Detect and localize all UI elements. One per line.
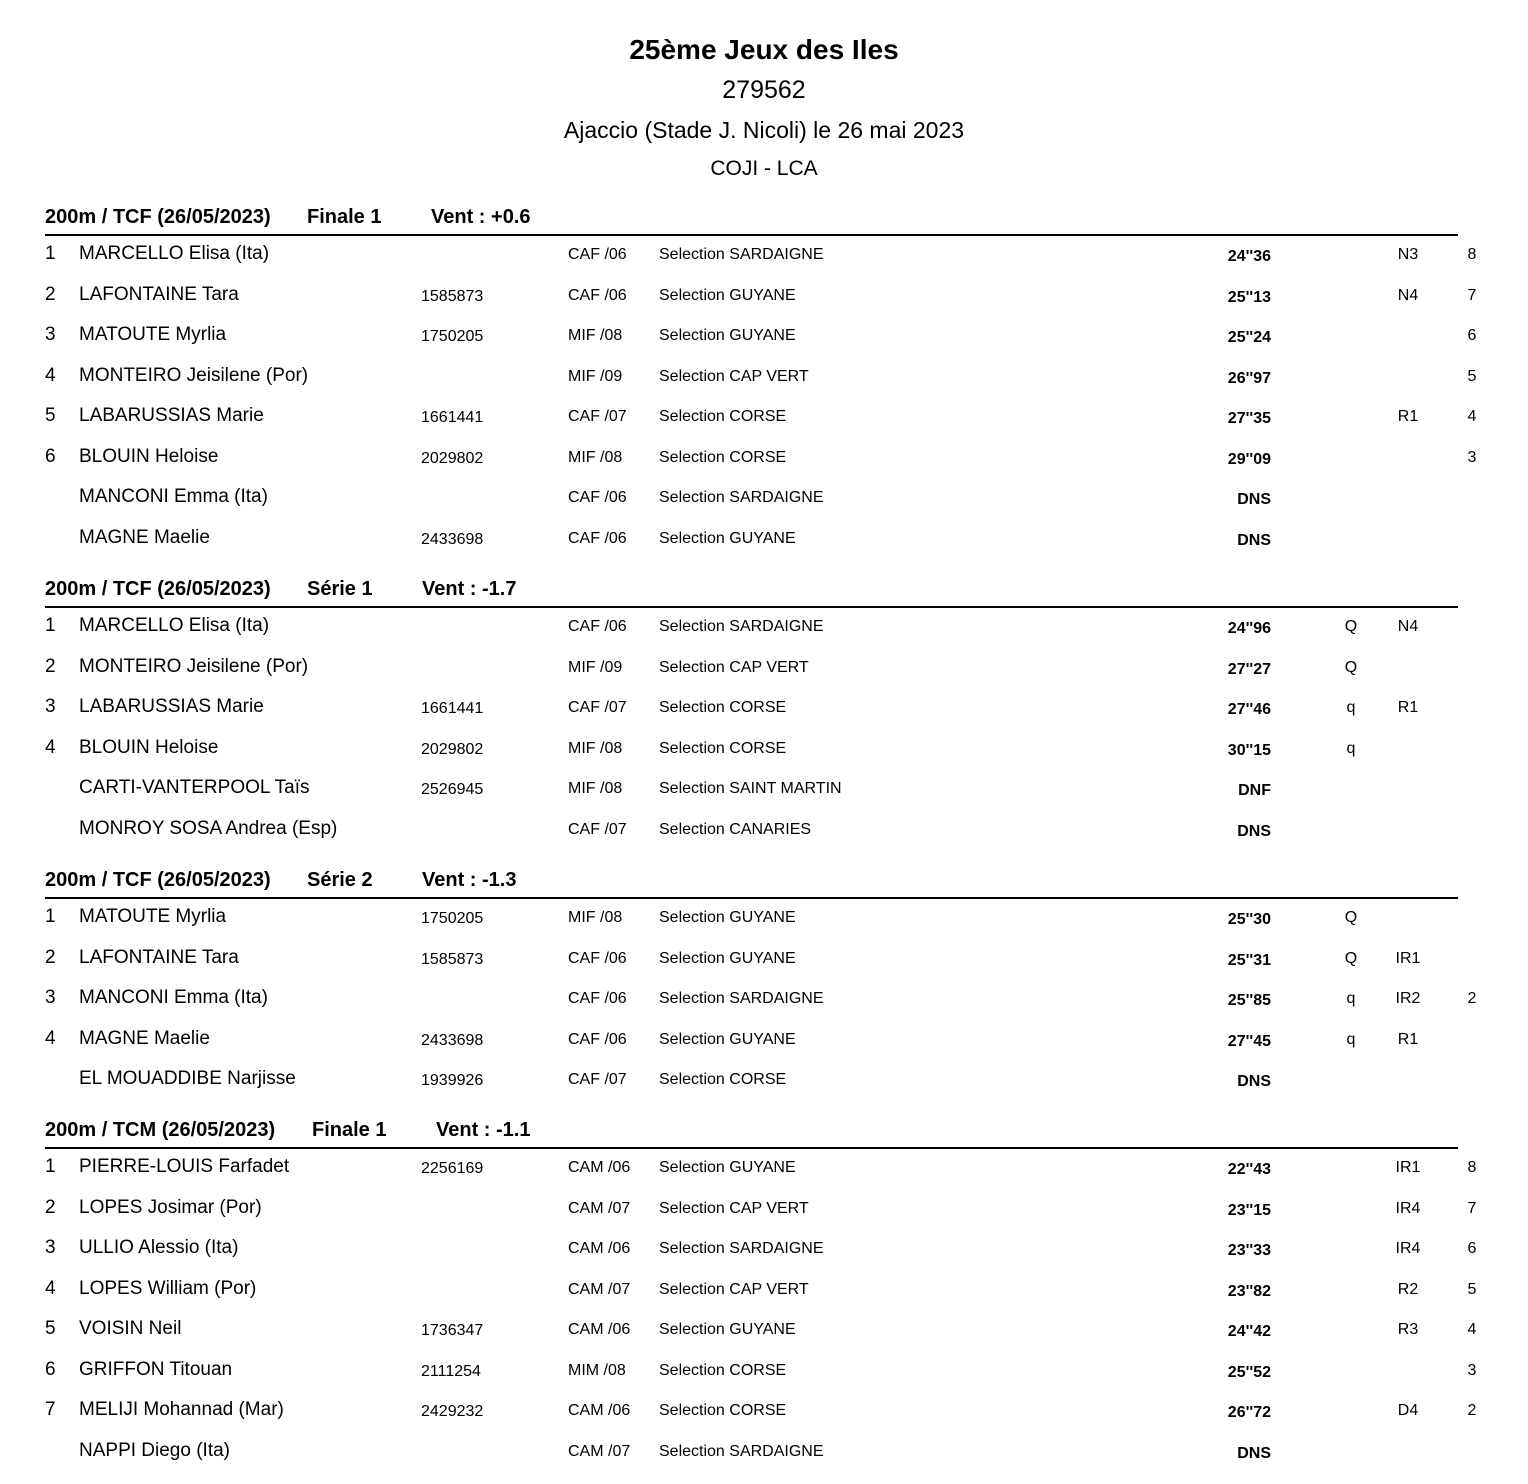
wind-reading: Vent : -1.7 bbox=[422, 578, 517, 600]
rank-cell: 1 bbox=[45, 906, 56, 927]
license-number: 2029802 bbox=[421, 740, 484, 758]
level: R1 bbox=[1397, 1030, 1419, 1048]
table-row bbox=[0, 483, 1528, 523]
category: MIF /09 bbox=[568, 658, 623, 676]
club-name: Selection GUYANE bbox=[659, 949, 796, 967]
event-name: 200m / TCF (26/05/2023) bbox=[45, 206, 271, 228]
club-name: Selection SARDAIGNE bbox=[659, 489, 824, 506]
athlete-name: MONTEIRO Jeisilene (Por) bbox=[79, 655, 309, 677]
table-row bbox=[0, 281, 1528, 321]
points: 6 bbox=[1467, 327, 1477, 344]
license-number: 1750205 bbox=[421, 910, 484, 927]
level: IR4 bbox=[1395, 1240, 1421, 1257]
performance: DNS bbox=[1237, 491, 1271, 508]
club-name: Selection CAP VERT bbox=[659, 658, 809, 676]
performance: 23''33 bbox=[1227, 1242, 1271, 1259]
club-name: Selection CORSE bbox=[659, 699, 787, 716]
table-row bbox=[0, 653, 1528, 693]
rank-cell: 2 bbox=[45, 655, 56, 677]
performance: 27''45 bbox=[1227, 1032, 1271, 1050]
category: CAF /06 bbox=[568, 990, 627, 1007]
athlete-name: LABARUSSIAS Marie bbox=[79, 696, 264, 717]
qualification: Q bbox=[1344, 618, 1358, 635]
points: 5 bbox=[1467, 1280, 1477, 1298]
event-name: 200m / TCF (26/05/2023) bbox=[45, 578, 271, 600]
license-number: 1939926 bbox=[421, 1072, 484, 1089]
performance: 23''82 bbox=[1227, 1282, 1271, 1300]
athlete-name: VOISIN Neil bbox=[79, 1318, 182, 1339]
level: IR2 bbox=[1395, 990, 1421, 1007]
table-row bbox=[0, 1315, 1528, 1355]
athlete-name: LOPES Josimar (Por) bbox=[79, 1196, 262, 1218]
performance: 24''96 bbox=[1227, 620, 1271, 637]
rank-cell: 4 bbox=[45, 736, 56, 758]
license-number: 1585873 bbox=[421, 287, 484, 305]
qualification: q bbox=[1346, 1030, 1356, 1048]
athlete-name: EL MOUADDIBE Narjisse bbox=[79, 1068, 296, 1089]
rank-cell: 1 bbox=[45, 243, 56, 264]
rank-cell: 6 bbox=[45, 445, 56, 467]
round-name: Série 2 bbox=[307, 869, 373, 891]
table-row bbox=[0, 693, 1528, 733]
points: 7 bbox=[1467, 1199, 1477, 1217]
level: R3 bbox=[1397, 1321, 1419, 1338]
performance: 25''30 bbox=[1227, 911, 1271, 928]
rank-cell: 7 bbox=[45, 1399, 56, 1420]
category: CAF /06 bbox=[568, 529, 627, 547]
rank-cell: 4 bbox=[45, 364, 56, 386]
wind-reading: Vent : -1.3 bbox=[422, 869, 517, 891]
round-name: Finale 1 bbox=[307, 206, 382, 228]
rank-cell: 4 bbox=[45, 1027, 56, 1049]
table-row bbox=[0, 815, 1528, 855]
event-name: 200m / TCM (26/05/2023) bbox=[45, 1119, 276, 1141]
category: CAF /07 bbox=[568, 820, 627, 838]
rank-cell: 5 bbox=[45, 405, 56, 426]
table-row bbox=[0, 1356, 1528, 1396]
license-number: 1750205 bbox=[421, 328, 484, 345]
level: N3 bbox=[1397, 246, 1419, 263]
section-header bbox=[45, 869, 1458, 899]
points: 5 bbox=[1467, 367, 1477, 385]
category: CAF /06 bbox=[568, 949, 627, 967]
points: 8 bbox=[1467, 246, 1477, 263]
points: 7 bbox=[1467, 286, 1477, 304]
points: 8 bbox=[1467, 1159, 1477, 1176]
table-row bbox=[0, 402, 1528, 442]
club-name: Selection GUYANE bbox=[659, 1030, 796, 1048]
performance: 23''15 bbox=[1227, 1201, 1271, 1219]
table-row bbox=[0, 734, 1528, 774]
table-row bbox=[0, 1025, 1528, 1065]
level: N4 bbox=[1397, 618, 1419, 635]
table-row bbox=[0, 1396, 1528, 1436]
category: MIF /08 bbox=[568, 739, 623, 757]
table-row bbox=[0, 1437, 1528, 1477]
club-name: Selection GUYANE bbox=[659, 1159, 796, 1176]
rank-cell: 2 bbox=[45, 946, 56, 968]
table-row bbox=[0, 240, 1528, 280]
license-number: 2433698 bbox=[421, 530, 484, 548]
category: MIF /09 bbox=[568, 367, 623, 385]
section-header bbox=[45, 1119, 1458, 1149]
organizer: COJI - LCA bbox=[710, 157, 818, 180]
athlete-name: MONROY SOSA Andrea (Esp) bbox=[79, 817, 338, 839]
performance: 25''85 bbox=[1227, 992, 1271, 1009]
club-name: Selection CAP VERT bbox=[659, 1199, 809, 1217]
club-name: Selection CORSE bbox=[659, 448, 787, 466]
event-name: 200m / TCF (26/05/2023) bbox=[45, 869, 271, 891]
performance: 27''27 bbox=[1227, 660, 1271, 678]
points: 3 bbox=[1467, 448, 1477, 466]
performance: 27''46 bbox=[1227, 701, 1271, 718]
table-row bbox=[0, 1275, 1528, 1315]
athlete-name: CARTI-VANTERPOOL Taïs bbox=[79, 777, 310, 798]
club-name: Selection CORSE bbox=[659, 1361, 787, 1379]
category: CAF /06 bbox=[568, 286, 627, 304]
points: 4 bbox=[1467, 408, 1477, 425]
points: 3 bbox=[1467, 1361, 1477, 1379]
section-header bbox=[45, 206, 1458, 236]
table-row bbox=[0, 362, 1528, 402]
points: 2 bbox=[1467, 1402, 1477, 1419]
rank-cell: 2 bbox=[45, 283, 56, 305]
category: CAF /07 bbox=[568, 408, 627, 425]
performance: 27''35 bbox=[1227, 410, 1271, 427]
points: 2 bbox=[1467, 990, 1477, 1007]
level: D4 bbox=[1397, 1402, 1419, 1419]
performance: DNF bbox=[1238, 782, 1271, 799]
category: CAM /06 bbox=[568, 1402, 631, 1419]
table-row bbox=[0, 1153, 1528, 1193]
athlete-name: MONTEIRO Jeisilene (Por) bbox=[79, 364, 309, 386]
category: CAM /07 bbox=[568, 1199, 631, 1217]
performance: 26''97 bbox=[1227, 369, 1271, 387]
table-row bbox=[0, 944, 1528, 984]
license-number: 2429232 bbox=[421, 1403, 484, 1420]
performance: 30''15 bbox=[1227, 741, 1271, 759]
category: MIF /08 bbox=[568, 780, 623, 797]
level: IR1 bbox=[1395, 949, 1421, 967]
table-row bbox=[0, 903, 1528, 943]
table-row bbox=[0, 1234, 1528, 1274]
performance: 25''13 bbox=[1227, 288, 1271, 306]
rank-cell: 5 bbox=[45, 1318, 56, 1339]
category: CAF /07 bbox=[568, 1071, 627, 1088]
rank-cell: 1 bbox=[45, 1156, 56, 1177]
club-name: Selection SARDAIGNE bbox=[659, 1442, 824, 1460]
level: R1 bbox=[1397, 699, 1419, 716]
category: CAM /06 bbox=[568, 1321, 631, 1338]
club-name: Selection CAP VERT bbox=[659, 1280, 809, 1298]
table-row bbox=[0, 1065, 1528, 1105]
club-name: Selection SARDAIGNE bbox=[659, 618, 824, 635]
round-name: Série 1 bbox=[307, 578, 373, 600]
club-name: Selection SAINT MARTIN bbox=[659, 780, 842, 797]
license-number: 2111254 bbox=[421, 1362, 481, 1380]
club-name: Selection CANARIES bbox=[659, 820, 812, 838]
club-name: Selection GUYANE bbox=[659, 1321, 796, 1338]
qualification: Q bbox=[1344, 909, 1358, 926]
performance: 25''31 bbox=[1227, 951, 1271, 969]
performance: DNS bbox=[1237, 822, 1271, 840]
category: CAM /07 bbox=[568, 1280, 631, 1298]
level: IR4 bbox=[1395, 1199, 1421, 1217]
athlete-name: ULLIO Alessio (Ita) bbox=[79, 1237, 239, 1258]
athlete-name: LABARUSSIAS Marie bbox=[79, 405, 264, 426]
performance: DNS bbox=[1237, 1444, 1271, 1462]
level: R1 bbox=[1397, 408, 1419, 425]
athlete-name: NAPPI Diego (Ita) bbox=[79, 1439, 230, 1461]
athlete-name: MARCELLO Elisa (Ita) bbox=[79, 243, 270, 264]
athlete-name: MATOUTE Myrlia bbox=[79, 324, 227, 345]
club-name: Selection CORSE bbox=[659, 408, 787, 425]
performance: DNS bbox=[1237, 1073, 1271, 1090]
level: IR1 bbox=[1395, 1159, 1421, 1176]
table-row bbox=[0, 612, 1528, 652]
club-name: Selection GUYANE bbox=[659, 909, 796, 926]
document-title: 25ème Jeux des Iles bbox=[629, 34, 899, 65]
qualification: Q bbox=[1344, 658, 1358, 676]
athlete-name: LOPES William (Por) bbox=[79, 1277, 257, 1299]
rank-cell: 3 bbox=[45, 324, 56, 345]
performance: DNS bbox=[1237, 531, 1271, 549]
meeting-code: 279562 bbox=[722, 76, 806, 104]
table-row bbox=[0, 1194, 1528, 1234]
table-row bbox=[0, 774, 1528, 814]
category: CAF /07 bbox=[568, 699, 627, 716]
club-name: Selection CORSE bbox=[659, 1402, 787, 1419]
club-name: Selection GUYANE bbox=[659, 529, 796, 547]
rank-cell: 3 bbox=[45, 1237, 56, 1258]
table-row bbox=[0, 984, 1528, 1024]
category: MIF /08 bbox=[568, 909, 623, 926]
category: CAM /07 bbox=[568, 1442, 631, 1460]
athlete-name: LAFONTAINE Tara bbox=[79, 283, 239, 305]
category: CAF /06 bbox=[568, 246, 627, 263]
club-name: Selection CAP VERT bbox=[659, 367, 809, 385]
category: MIM /08 bbox=[568, 1361, 626, 1379]
license-number: 1661441 bbox=[421, 700, 484, 717]
performance: 24''36 bbox=[1227, 248, 1271, 265]
athlete-name: MARCELLO Elisa (Ita) bbox=[79, 615, 270, 636]
athlete-name: LAFONTAINE Tara bbox=[79, 946, 239, 968]
club-name: Selection SARDAIGNE bbox=[659, 1240, 824, 1257]
category: CAF /06 bbox=[568, 489, 627, 506]
table-row bbox=[0, 443, 1528, 483]
athlete-name: MANCONI Emma (Ita) bbox=[79, 987, 268, 1008]
qualification: q bbox=[1346, 699, 1356, 716]
club-name: Selection CORSE bbox=[659, 1071, 787, 1088]
table-row bbox=[0, 321, 1528, 361]
license-number: 2433698 bbox=[421, 1031, 484, 1049]
round-name: Finale 1 bbox=[312, 1119, 387, 1141]
qualification: q bbox=[1346, 990, 1356, 1007]
level: N4 bbox=[1397, 286, 1419, 304]
athlete-name: MATOUTE Myrlia bbox=[79, 906, 227, 927]
category: CAM /06 bbox=[568, 1240, 631, 1257]
rank-cell: 1 bbox=[45, 615, 56, 636]
wind-reading: Vent : -1.1 bbox=[436, 1119, 531, 1141]
performance: 29''09 bbox=[1227, 450, 1271, 468]
rank-cell: 3 bbox=[45, 696, 56, 717]
rank-cell: 6 bbox=[45, 1358, 56, 1380]
license-number: 2029802 bbox=[421, 449, 484, 467]
athlete-name: MELIJI Mohannad (Mar) bbox=[79, 1399, 284, 1420]
rank-cell: 3 bbox=[45, 987, 56, 1008]
category: CAF /06 bbox=[568, 1030, 627, 1048]
athlete-name: BLOUIN Heloise bbox=[79, 736, 219, 758]
table-row bbox=[0, 524, 1528, 564]
level: R2 bbox=[1397, 1280, 1419, 1298]
club-name: Selection GUYANE bbox=[659, 286, 796, 304]
rank-cell: 4 bbox=[45, 1277, 56, 1299]
category: MIF /08 bbox=[568, 327, 623, 344]
section-header bbox=[45, 578, 1458, 608]
qualification: Q bbox=[1344, 949, 1358, 967]
license-number: 1585873 bbox=[421, 950, 484, 968]
license-number: 1736347 bbox=[421, 1322, 484, 1339]
performance: 25''52 bbox=[1227, 1363, 1271, 1381]
performance: 24''42 bbox=[1227, 1323, 1271, 1340]
performance: 22''43 bbox=[1227, 1161, 1271, 1178]
athlete-name: BLOUIN Heloise bbox=[79, 445, 219, 467]
category: CAF /06 bbox=[568, 618, 627, 635]
athlete-name: GRIFFON Titouan bbox=[79, 1358, 233, 1380]
club-name: Selection SARDAIGNE bbox=[659, 990, 824, 1007]
club-name: Selection CORSE bbox=[659, 739, 787, 757]
performance: 26''72 bbox=[1227, 1404, 1271, 1421]
qualification: q bbox=[1346, 739, 1356, 757]
points: 6 bbox=[1467, 1240, 1477, 1257]
venue-date: Ajaccio (Stade J. Nicoli) le 26 mai 2023 bbox=[563, 117, 965, 143]
license-number: 2526945 bbox=[421, 781, 484, 798]
license-number: 2256169 bbox=[421, 1160, 484, 1177]
category: CAM /06 bbox=[568, 1159, 631, 1176]
points: 4 bbox=[1467, 1321, 1477, 1338]
club-name: Selection SARDAIGNE bbox=[659, 246, 824, 263]
athlete-name: PIERRE-LOUIS Farfadet bbox=[79, 1156, 290, 1177]
rank-cell: 2 bbox=[45, 1196, 56, 1218]
club-name: Selection GUYANE bbox=[659, 327, 796, 344]
athlete-name: MAGNE Maelie bbox=[79, 526, 210, 548]
performance: 25''24 bbox=[1227, 329, 1271, 346]
wind-reading: Vent : +0.6 bbox=[431, 206, 531, 228]
category: MIF /08 bbox=[568, 448, 623, 466]
athlete-name: MAGNE Maelie bbox=[79, 1027, 210, 1049]
athlete-name: MANCONI Emma (Ita) bbox=[79, 486, 268, 507]
license-number: 1661441 bbox=[421, 409, 484, 426]
